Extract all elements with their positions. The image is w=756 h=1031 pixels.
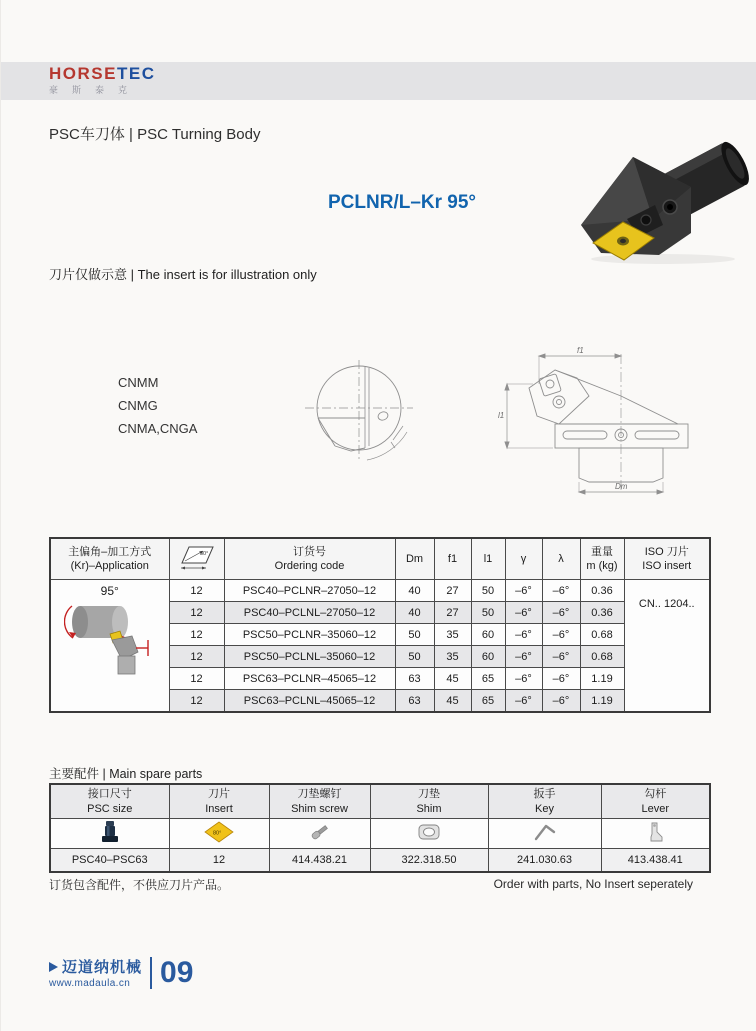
front-view-drawing: [301, 356, 417, 474]
iso-insert-cell: CN.. 1204..: [624, 580, 710, 713]
cell-gamma: –6°: [505, 580, 542, 602]
col-header-insert: [169, 784, 269, 819]
value-lever: 413.438.41: [601, 849, 710, 873]
value-insert: 12: [169, 849, 269, 873]
spare-parts-values-row: [50, 849, 710, 873]
brand-name-red: HORSE: [49, 64, 117, 83]
page-number: 09: [160, 955, 194, 989]
cell-f1: 27: [434, 602, 471, 624]
cell-weight: 0.68: [580, 646, 624, 668]
col-header-l1: l1: [471, 538, 505, 580]
cell-code: PSC63–PCLNR–45065–12: [224, 668, 395, 690]
application-cell: [50, 580, 169, 713]
col-header-iso-en: ISO insert: [642, 560, 692, 572]
insert-type: CNMM: [118, 375, 159, 390]
psc-size-en: PSC size: [87, 802, 133, 815]
cell-lambda: –6°: [542, 580, 580, 602]
illustration-note: 刀片仅做示意 | The insert is for illustration only: [49, 267, 317, 282]
cell-lambda: –6°: [542, 690, 580, 713]
col-header-application-zh: 主偏角–加工方式: [68, 545, 152, 558]
cell-code: PSC40–PCLNL–27050–12: [224, 602, 395, 624]
cell-l1: 65: [471, 690, 505, 713]
value-shim: 322.318.50: [370, 849, 488, 873]
cell-dm: 40: [395, 602, 434, 624]
spare-parts-title: 主要配件 | Main spare parts: [49, 767, 203, 781]
col-header-weight-zh: 重量: [591, 545, 613, 558]
footer-website: www.madaula.cn: [49, 978, 131, 989]
order-note-zh: 订货包含配件，不供应刀片产品。: [49, 878, 230, 892]
insert-type: CNMA,CNGA: [118, 421, 198, 436]
ordering-table-header-row: [50, 538, 710, 580]
psc-shank-cell: [50, 819, 169, 849]
compatible-inserts-list: [118, 371, 197, 440]
col-header-insert-shape: [169, 538, 224, 580]
brand-name-blue: TEC: [116, 64, 156, 83]
cell-lambda: –6°: [542, 646, 580, 668]
shim-screw-en: Shim screw: [291, 802, 348, 815]
cell-f1: 45: [434, 690, 471, 713]
insert-angle-label: 80°: [199, 550, 208, 557]
lever-cell: [601, 819, 710, 849]
key-zh: 扳手: [533, 788, 556, 801]
triangle-icon: [49, 962, 58, 972]
cell-weight: 0.36: [580, 580, 624, 602]
cell-l1: 60: [471, 646, 505, 668]
insert-en: Insert: [205, 802, 233, 815]
cell-lambda: –6°: [542, 668, 580, 690]
cell-l1: 50: [471, 602, 505, 624]
shim-cell: [370, 819, 488, 849]
cell-weight: 0.68: [580, 624, 624, 646]
cell-f1: 35: [434, 624, 471, 646]
col-header-psc-size: [50, 784, 169, 819]
shim-en: Shim: [416, 802, 442, 815]
cell-weight: 1.19: [580, 668, 624, 690]
brand-chinese: 豪斯泰克: [49, 85, 142, 95]
cell-dm: 50: [395, 624, 434, 646]
cell-size: 12: [169, 690, 224, 713]
shim-screw-zh: 刀垫螺钉: [297, 788, 342, 801]
col-header-shim: [370, 784, 488, 819]
dim-l1-label: l1: [498, 411, 505, 420]
insert-icon-angle-label: 80°: [213, 830, 222, 837]
footer-divider: [150, 957, 152, 989]
col-header-dm: Dm: [395, 538, 434, 580]
col-header-iso-insert: [624, 538, 710, 580]
logo-band: [1, 62, 756, 100]
shim-screw-icon: [308, 822, 332, 842]
cell-dm: 40: [395, 580, 434, 602]
col-header-application: [50, 538, 169, 580]
col-header-weight: [580, 538, 624, 580]
value-key: 241.030.63: [488, 849, 601, 873]
cell-l1: 60: [471, 624, 505, 646]
cell-size: 12: [169, 668, 224, 690]
col-header-lambda: λ: [542, 538, 580, 580]
footer-brand-block: [49, 956, 142, 989]
cell-dm: 50: [395, 646, 434, 668]
cell-l1: 65: [471, 668, 505, 690]
footer-company: [49, 956, 142, 977]
cell-code: PSC63–PCLNL–45065–12: [224, 690, 395, 713]
order-note-en: Order with parts, No Insert seperately: [493, 877, 693, 891]
psc-size-zh: 接口尺寸: [87, 788, 132, 801]
col-header-ordering-zh: 订货号: [293, 545, 326, 558]
col-header-weight-en: m (kg): [586, 560, 618, 572]
cell-size: 12: [169, 624, 224, 646]
brand-logo: [49, 65, 155, 96]
col-header-shim-screw: [269, 784, 370, 819]
side-view-drawing: [493, 346, 728, 498]
ordering-table: [49, 537, 711, 713]
table-row: [50, 580, 710, 602]
col-header-f1: f1: [434, 538, 471, 580]
cell-size: 12: [169, 580, 224, 602]
spare-parts-table: [49, 783, 711, 873]
insert-diamond-cell: [169, 819, 269, 849]
dim-dm-label: Dm: [615, 482, 628, 491]
cell-size: 12: [169, 602, 224, 624]
spare-parts-icons-row: [50, 819, 710, 849]
psc-shank-icon: [98, 820, 122, 844]
col-header-lever: [601, 784, 710, 819]
cell-gamma: –6°: [505, 668, 542, 690]
shim-screw-cell: [269, 819, 370, 849]
insert-diamond-icon: [202, 821, 236, 843]
cell-weight: 0.36: [580, 602, 624, 624]
page-footer: [49, 956, 193, 989]
value-psc-size: PSC40–PSC63: [50, 849, 169, 873]
cell-weight: 1.19: [580, 690, 624, 713]
brand-name: [49, 65, 155, 83]
col-header-gamma: γ: [505, 538, 542, 580]
insert-shape-icon: [176, 542, 218, 572]
key-en: Key: [535, 802, 554, 815]
insert-type: CNMG: [118, 398, 158, 413]
cell-code: PSC50–PCLNR–35060–12: [224, 624, 395, 646]
cell-lambda: –6°: [542, 602, 580, 624]
cell-f1: 35: [434, 646, 471, 668]
cell-gamma: –6°: [505, 624, 542, 646]
cell-f1: 45: [434, 668, 471, 690]
cell-f1: 27: [434, 580, 471, 602]
col-header-key: [488, 784, 601, 819]
application-angle: 95°: [100, 584, 119, 598]
cell-gamma: –6°: [505, 646, 542, 668]
cell-gamma: –6°: [505, 690, 542, 713]
application-diagram: [64, 598, 156, 678]
cell-code: PSC40–PCLNR–27050–12: [224, 580, 395, 602]
cell-dm: 63: [395, 668, 434, 690]
col-header-application-en: (Kr)–Application: [70, 560, 149, 572]
lever-icon: [645, 821, 665, 843]
section-title: PSC车刀体 | PSC Turning Body: [49, 126, 261, 143]
shim-zh: 刀垫: [418, 788, 440, 801]
footer-company-name: 迈道纳机械: [62, 959, 143, 976]
cell-size: 12: [169, 646, 224, 668]
cell-gamma: –6°: [505, 602, 542, 624]
dim-f1-label: f1: [577, 346, 584, 355]
insert-zh: 刀片: [208, 788, 230, 801]
shim-icon: [416, 822, 442, 842]
col-header-ordering-code: [224, 538, 395, 580]
key-cell: [488, 819, 601, 849]
value-shim-screw: 414.438.21: [269, 849, 370, 873]
cell-l1: 50: [471, 580, 505, 602]
cell-lambda: –6°: [542, 624, 580, 646]
cell-code: PSC50–PCLNL–35060–12: [224, 646, 395, 668]
spare-parts-header-row: [50, 784, 710, 819]
product-title: PCLNR/L–Kr 95°: [328, 192, 477, 213]
lever-en: Lever: [641, 802, 670, 815]
lever-zh: 勾杆: [644, 788, 667, 801]
key-icon: [532, 822, 558, 842]
col-header-ordering-en: Ordering code: [274, 560, 345, 572]
cell-dm: 63: [395, 690, 434, 713]
col-header-iso-zh: ISO 刀片: [644, 545, 689, 558]
product-photo: [571, 125, 756, 265]
